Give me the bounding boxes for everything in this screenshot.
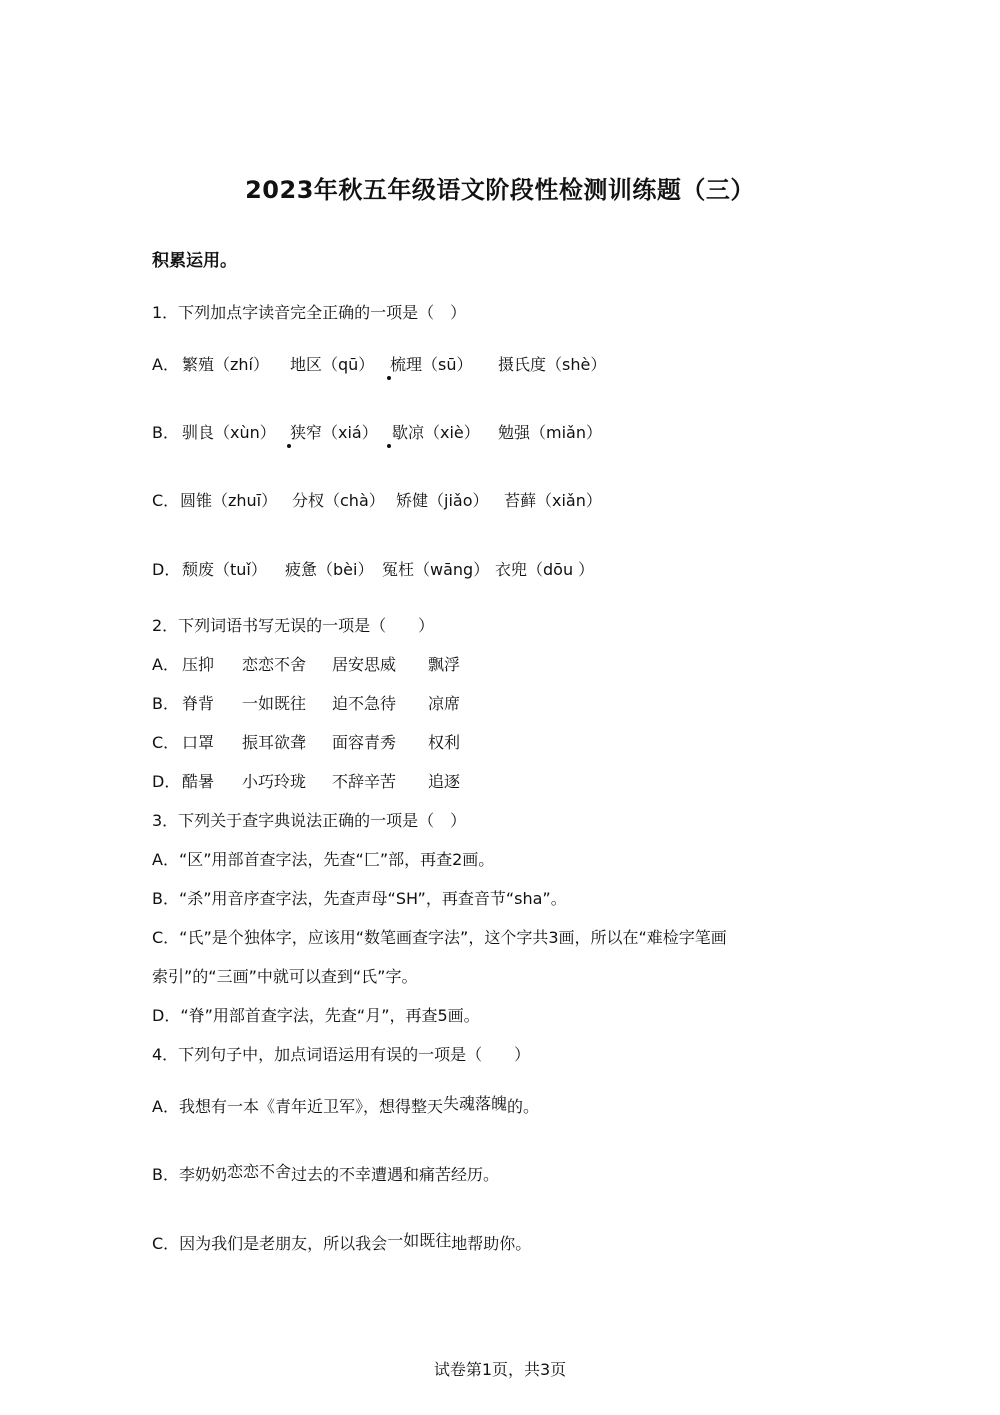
q3-option-a: A．“区”用部首查字法，先查“匚”部，再查2画。 <box>152 850 495 869</box>
q1-d-item-2: 疲惫（bèi） <box>285 560 374 579</box>
q2-d-word-1: 酷暑 <box>182 772 215 791</box>
q3-option-c-continued: 索引”的“三画”中就可以查到“氏”字。 <box>152 967 418 986</box>
q1-a-item-3: 梳理（sū） <box>390 355 473 374</box>
q3-option-b: B．“杀”用音序查字法，先查声母“SH”，再查音节“sha”。 <box>152 889 567 908</box>
option-label: B． <box>152 694 179 713</box>
q2-c-word-2: 振耳欲聋 <box>242 733 307 752</box>
q2-d-word-4: 追逐 <box>428 772 461 791</box>
option-text: B．李奶奶 <box>152 1165 227 1184</box>
option-label: A． <box>152 355 179 374</box>
option-label: D． <box>152 560 181 579</box>
q2-stem: 2．下列词语书写无误的一项是（ ） <box>152 616 435 635</box>
option-label: C． <box>152 733 180 752</box>
option-label: C． <box>152 491 180 510</box>
q1-a-item-1: 繁殖（zhí） <box>182 355 269 374</box>
q1-d-item-3: 冤枉（wāng） <box>382 560 490 579</box>
q4-option-b <box>152 1162 499 1185</box>
q4-option-c <box>152 1231 531 1254</box>
emphasis-dot <box>390 424 394 440</box>
q2-d-word-2: 小巧玲珑 <box>242 772 307 791</box>
q1-b-item-3: 歇凉（xiè） <box>392 423 480 442</box>
option-label: B． <box>152 423 179 442</box>
q1-d-item-1: 颓废（tuǐ） <box>182 560 267 579</box>
q2-b-word-1: 脊背 <box>182 694 215 713</box>
q2-c-word-1: 口罩 <box>182 733 215 752</box>
q2-b-word-3: 迫不急待 <box>332 694 397 713</box>
option-text: C．因为我们是老朋友，所以我会 <box>152 1234 388 1253</box>
q1-c-item-3: 矫健（jiǎo） <box>396 491 489 510</box>
option-text: 过去的不幸遭遇和痛苦经历。 <box>291 1165 500 1184</box>
q1-a-item-4: 摄氏度（shè） <box>498 355 607 374</box>
option-label: A． <box>152 655 179 674</box>
emphasis-dot <box>390 356 394 372</box>
q1-b-item-1: 驯良（xùn） <box>182 423 276 442</box>
emphasized-word: 一如既往 <box>387 1231 452 1250</box>
q4-stem: 4．下列句子中，加点词语运用有误的一项是（ ） <box>152 1045 531 1064</box>
q3-stem: 3．下列关于查字典说法正确的一项是（ ） <box>152 811 467 830</box>
q1-stem: 1．下列加点字读音完全正确的一项是（ ） <box>152 303 467 322</box>
q1-b-item-2: 狭窄（xiá） <box>290 423 378 442</box>
emphasized-word: 失魂落魄 <box>442 1094 507 1113</box>
q2-a-word-3: 居安思威 <box>332 655 397 674</box>
q3-option-d: D．“脊”用部首查字法，先查“月”，再查5画。 <box>152 1006 480 1025</box>
q2-a-word-2: 恋恋不舍 <box>242 655 307 674</box>
q2-a-word-1: 压抑 <box>182 655 215 674</box>
option-text: A．我想有一本《青年近卫军》，想得整天 <box>152 1097 443 1116</box>
q1-a-item-2: 地区（qū） <box>290 355 375 374</box>
section-heading: 积累运用。 <box>152 251 237 271</box>
q2-b-word-4: 凉席 <box>428 694 461 713</box>
q2-a-word-4: 飘浮 <box>428 655 461 674</box>
emphasis-dot <box>290 424 294 440</box>
page-title: 2023年秋五年级语文阶段性检测训练题（三） <box>245 176 755 204</box>
q1-c-item-1: 圆锥（zhuī） <box>180 491 278 510</box>
q1-d-item-4: 衣兜（dōu ） <box>495 560 595 579</box>
q2-d-word-3: 不辞辛苦 <box>332 772 397 791</box>
q2-c-word-3: 面容青秀 <box>332 733 397 752</box>
q1-c-item-4: 苔藓（xiǎn） <box>504 491 602 510</box>
emphasized-word: 恋恋不舍 <box>226 1162 291 1181</box>
q3-option-c: C．“氏”是个独体字，应该用“数笔画查字法”，这个字共3画，所以在“难检字笔画 <box>152 928 727 947</box>
option-label: D． <box>152 772 181 791</box>
option-text: 的。 <box>506 1097 539 1116</box>
q1-b-item-4: 勉强（miǎn） <box>498 423 602 442</box>
q1-c-item-2: 分杈（chà） <box>292 491 385 510</box>
q4-option-a <box>152 1094 539 1117</box>
q2-b-word-2: 一如既往 <box>242 694 307 713</box>
option-text: 地帮助你。 <box>451 1234 532 1253</box>
page-footer: 试卷第1页，共3页 <box>433 1360 567 1379</box>
q2-c-word-4: 权利 <box>428 733 461 752</box>
